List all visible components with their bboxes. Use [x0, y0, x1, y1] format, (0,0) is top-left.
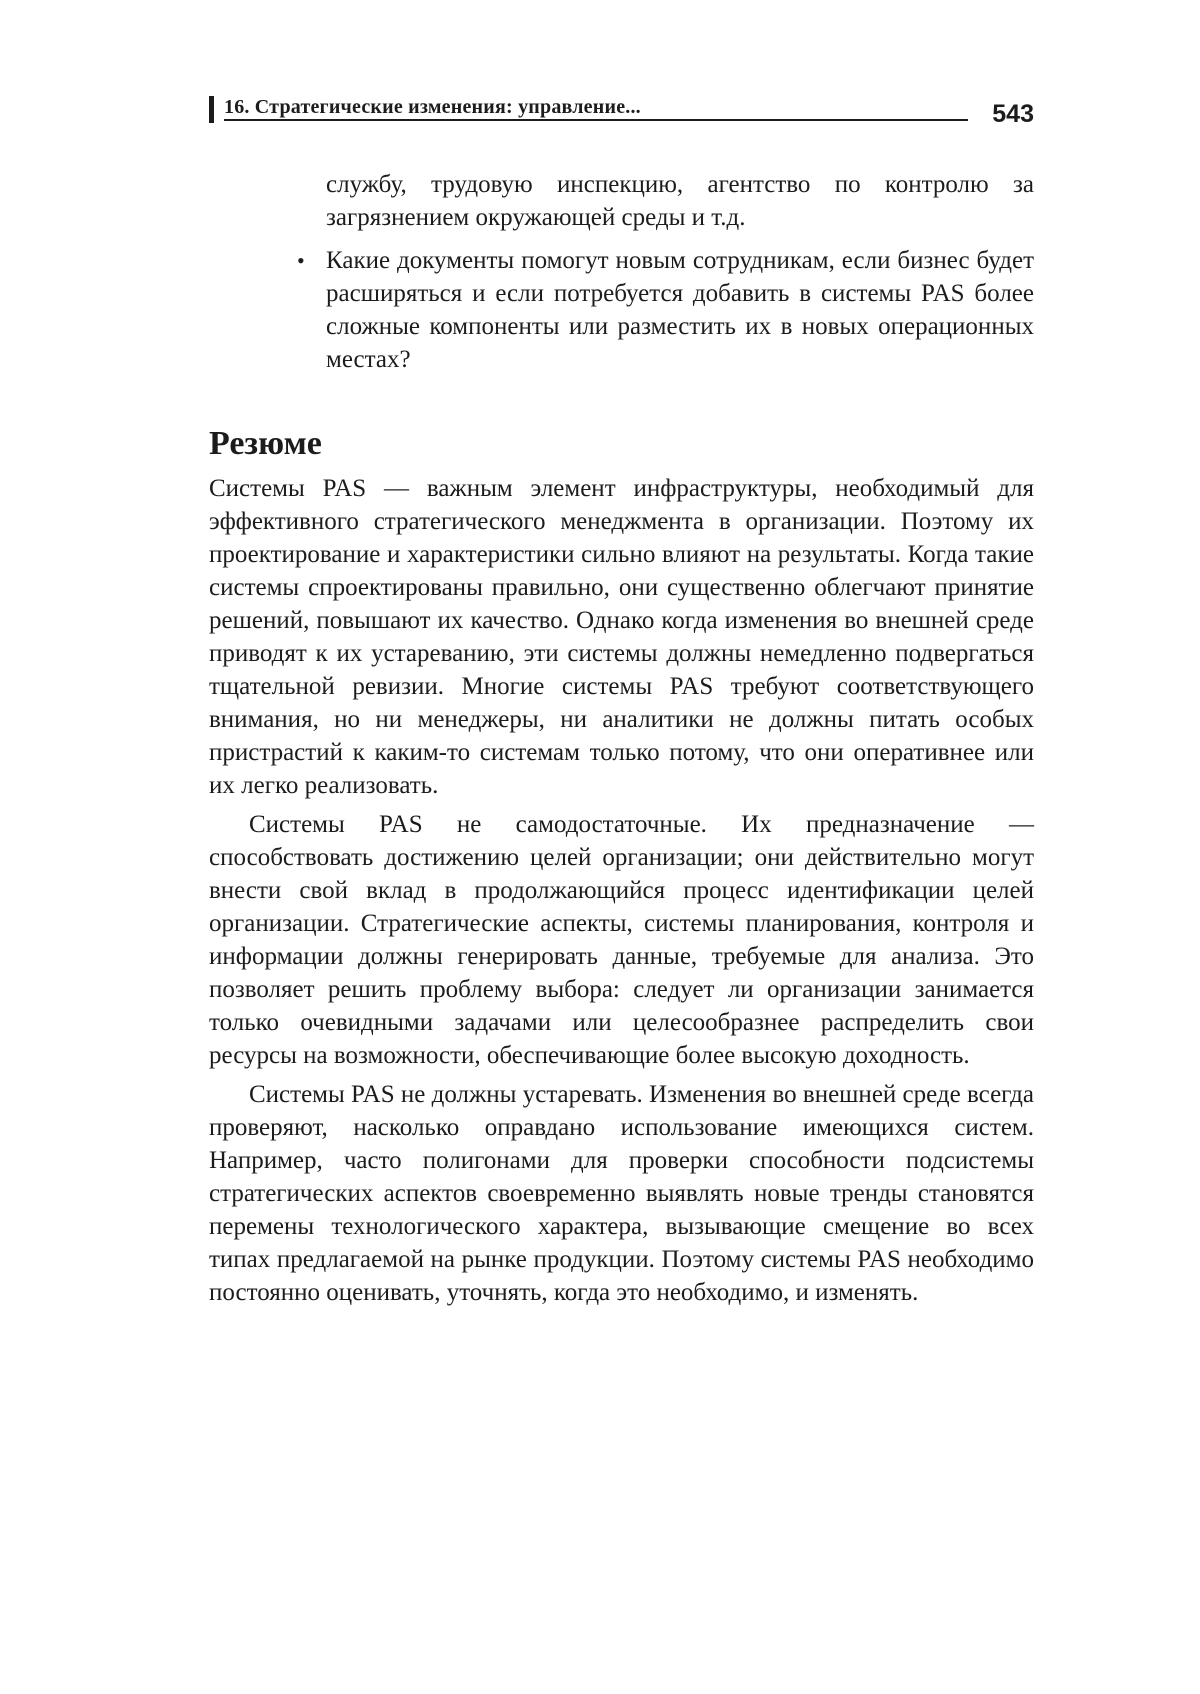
header-rule — [224, 119, 968, 121]
bullet-item — [297, 244, 1034, 376]
chapter-title: 16. Стратегические изменения: управление... — [224, 96, 641, 118]
bullet-text: Какие документы помогут новым сотрудникам, если бизнес будет расширяться и если потребуется добавить в системы PAS более сложные компоненты или разместить их в новых операционных местах? — [326, 247, 1034, 373]
header-marker-bar — [209, 96, 214, 123]
page-number: 543 — [992, 100, 1034, 128]
summary-paragraph: Системы PAS не должны устаревать. Изменения во внешней среде всегда проверяют, насколько оправдано использование имеющихся систем. Например, часто полигонами для проверки способности подсистемы стратегических аспектов своевременно выявлять новые тренды становятся перемены технологического характера, вызывающие смещение во всех типах предлагаемой на рынке продукции. Поэтому системы PAS необходимо постоянно оценивать, уточнять, когда это необходимо, и изменять. — [209, 1081, 1034, 1306]
section-title: Резюме — [209, 425, 322, 462]
summary-paragraph: Системы PAS не самодостаточные. Их предназначение — способствовать достижению целей организации; они действительно могут внести свой вклад в продолжающийся процесс идентификации целей организации. Стратегические аспекты, системы планирования, контроля и информации должны генерировать данные, требуемые для анализа. Это позволяет решить проблему выбора: следует ли организации занимается только очевидными задачами или целесообразнее распределить свои ресурсы на возможности, обеспечивающие более высокую доходность. — [209, 811, 1034, 1069]
bullet-marker: • — [297, 248, 305, 273]
page-body — [209, 168, 1034, 1309]
summary-paragraph: Системы PAS — важным элемент инфраструктуры, необходимый для эффективного стратегического менеджмента в организации. Поэтому их проектирование и характеристики сильно влияют на результаты. Когда такие системы спроектированы правильно, они существенно облегчают принятие решений, повышают их качество. Однако когда изменения во внешней среде приводят к их устареванию, эти системы должны немедленно подвергаться тщательной ревизии. Многие системы PAS требуют соответствующего внимания, но ни менеджеры, ни аналитики не должны питать особых пристрастий к каким-то системам только потому, что они оперативнее или их легко реализовать. — [209, 475, 1034, 799]
continuation-paragraph: службу, трудовую инспекцию, агентство по контролю за загрязнением окружающей среды и т.д. — [326, 171, 1034, 231]
running-header — [209, 92, 1034, 128]
